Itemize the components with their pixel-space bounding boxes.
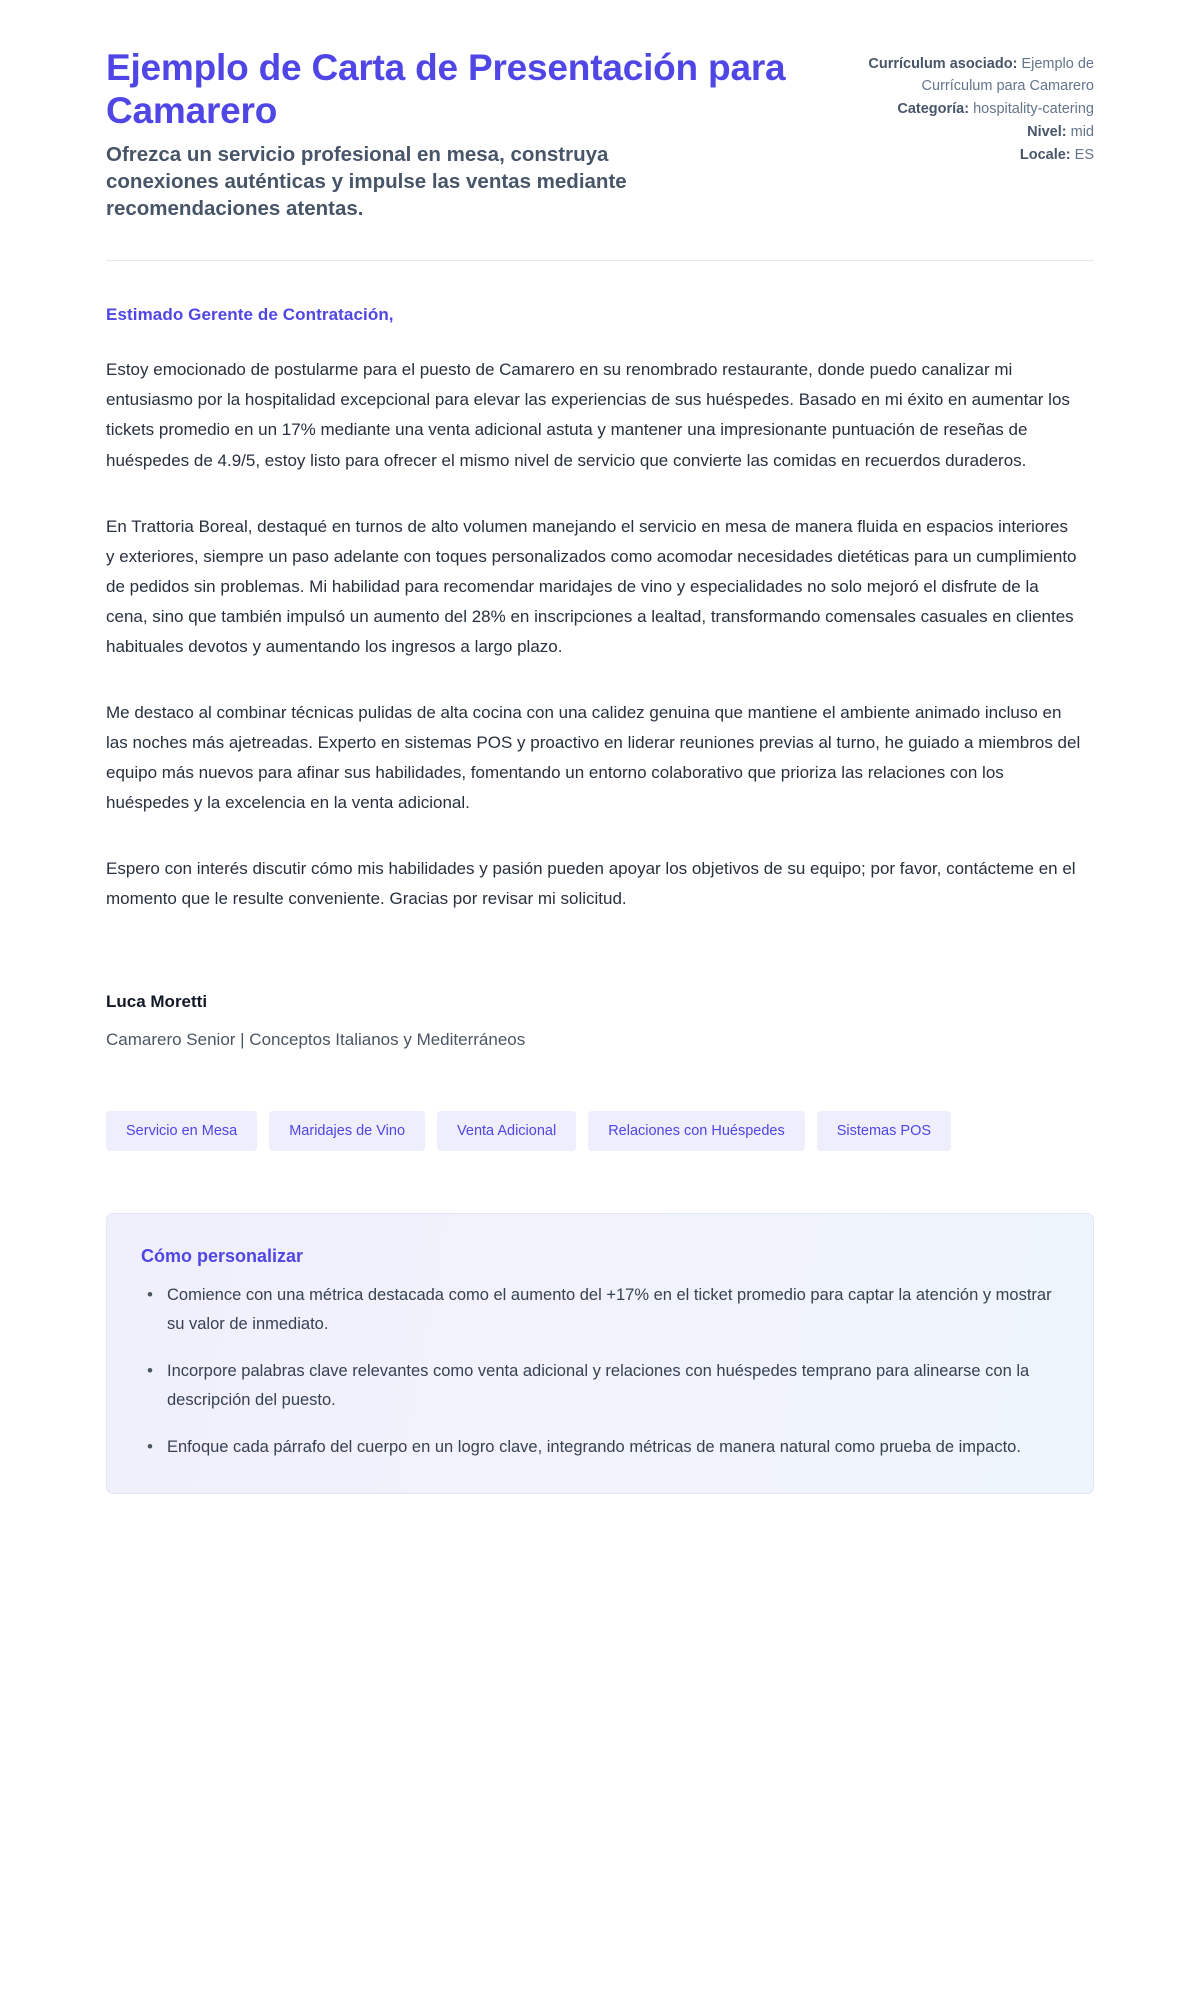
signature-role: Camarero Senior | Conceptos Italianos y Mediterráneos: [106, 1029, 526, 1049]
letter-salutation: Estimado Gerente de Contratación,: [106, 305, 394, 325]
letter-paragraph: Estoy emocionado de postularme para el puesto de Camarero en su renombrado restaurante, donde puedo canalizar mi entusiasmo por la hospitalidad excepcional para elevar las experiencias de sus huéspedes. Basado en mi éxito en aumentar los tickets promedio en un 17% mediante una venta adicional astuta y mantener una impresionante puntuación de reseñas de huéspedes de 4.9/5, estoy listo para ofrecer el mismo nivel de servicio que convierte las comidas en recuerdos duraderos.: [106, 360, 1070, 470]
meta-label-locale: Locale:: [1019, 147, 1071, 164]
document-header: [106, 46, 1094, 222]
meta-value-category: hospitality-catering: [973, 101, 1094, 118]
skill-tag[interactable]: Venta Adicional: [437, 1111, 576, 1152]
meta-label-category: Categoría:: [897, 101, 970, 118]
callout-tip-list: [141, 1281, 1059, 1462]
callout-tip-item: • Incorpore palabras clave relevantes como venta adicional y relaciones con huéspedes temprano para alinearse con la descripción del puesto.: [167, 1357, 1059, 1415]
meta-level: [864, 121, 1094, 143]
meta-value-resume: Ejemplo de Currículum para Camarero: [921, 56, 1094, 95]
meta-locale: [864, 144, 1094, 166]
skill-tag[interactable]: Relaciones con Huéspedes: [588, 1111, 805, 1152]
skill-tag[interactable]: Sistemas POS: [817, 1111, 951, 1152]
meta-label-resume: Currículum asociado:: [868, 56, 1018, 72]
meta-label-level: Nivel:: [1027, 124, 1067, 141]
letter-paragraph: Me destaco al combinar técnicas pulidas de alta cocina con una calidez genuina que mantiene el ambiente animado incluso en las noches más ajetreadas. Experto en sistemas POS y proactivo en liderar reuniones previas al turno, he guiado a miembros del equipo más nuevos para afinar sus habilidades, fomentando un entorno colaborativo que prioriza las relaciones con los huéspedes y la excelencia en la venta adicional.: [106, 703, 1081, 813]
customization-callout: [106, 1213, 1094, 1493]
signature-name: Luca Moretti: [106, 992, 208, 1012]
cover-letter-body: [106, 261, 1094, 914]
signature-block: [106, 988, 1094, 1052]
letter-paragraph: En Trattoria Boreal, destaqué en turnos de alto volumen manejando el servicio en mesa de manera fluida en espacios interiores y exteriores, siempre un paso adelante con toques personalizados como acomodar necesidades dietéticas para un cumplimiento de pedidos sin problemas. Mi habilidad para recomendar maridajes de vino y especialidades no solo mejoró el disfrute de la cena, sino que también impulsó un aumento del 28% en inscripciones a lealtad, transformando comensales casuales en clientes habituales devotos y aumentando los ingresos a largo plazo.: [106, 516, 1077, 656]
letter-paragraph: Espero con interés discutir cómo mis habilidades y pasión pueden apoyar los objetivos de su equipo; por favor, contácteme en el momento que le resulte conveniente. Gracias por revisar mi solicitud.: [106, 859, 1076, 909]
callout-title: Cómo personalizar: [141, 1246, 304, 1267]
skill-tag-list: [106, 1111, 1094, 1152]
page-subtitle: Ofrezca un servicio profesional en mesa, construya conexiones auténticas y impulse las ventas mediante recomendaciones atentas.: [106, 142, 627, 221]
document-metadata: [864, 46, 1094, 167]
skill-tag[interactable]: Servicio en Mesa: [106, 1111, 257, 1152]
callout-tip-item: • Enfoque cada párrafo del cuerpo en un logro clave, integrando métricas de manera natural como prueba de impacto.: [167, 1433, 1059, 1462]
callout-tip-item: • Comience con una métrica destacada como el aumento del +17% en el ticket promedio para captar la atención y mostrar su valor de inmediato.: [167, 1281, 1059, 1339]
skill-tag[interactable]: Maridajes de Vino: [269, 1111, 425, 1152]
meta-category: [864, 98, 1094, 120]
meta-value-level: mid: [1070, 124, 1094, 141]
meta-value-locale: ES: [1074, 147, 1094, 164]
header-title-block: [106, 46, 824, 222]
page-title: Ejemplo de Carta de Presentación para Camarero: [106, 47, 786, 132]
meta-associated-resume: [864, 53, 1094, 97]
